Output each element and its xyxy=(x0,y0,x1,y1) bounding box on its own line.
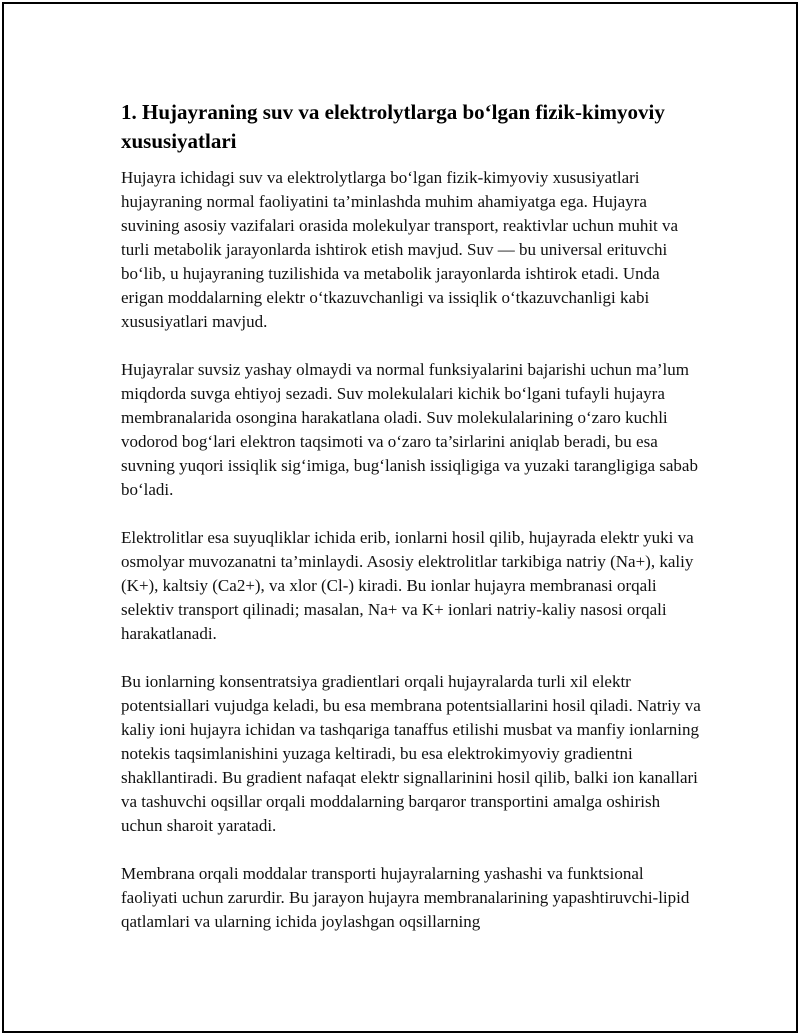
paragraph-3: Elektrolitlar esa suyuqliklar ichida erib, ionlarni hosil qilib, hujayrada elektr yuki va osmolyar muvozanatni ta’minlaydi. Asosiy elektrolitlar tarkibiga natriy (Na+), kaliy (K+), kaltsiy (Ca2+), va xlor (Cl-) kiradi. Bu ionlar hujayra membranasi orqali selektiv transport qilinadi; masalan, Na+ va K+ ionlari natriy-kaliy nasosi orqali harakatlanadi. xyxy=(121,528,694,643)
paragraph-1: Hujayra ichidagi suv va elektrolytlarga bo‘lgan fizik-kimyoviy xususiyatlari hujayraning normal faoliyatini ta’minlashda muhim ahamiyatga ega. Hujayra suvining asosiy vazifalari orasida molekulyar transport, reaktivlar uchun muhit va turli metabolik jarayonlarda ishtirok etish mavjud. Suv — bu universal erituvchi bo‘lib, u hujayraning tuzilishida va metabolik jarayonlarda ishtirok etadi. Unda erigan moddalarning elektr o‘tkazuvchanligi va issiqlik o‘tkazuvchanligi kabi xususiyatlari mavjud. xyxy=(121,168,679,331)
paragraph-4: Bu ionlarning konsentratsiya gradientlari orqali hujayralarda turli xil elektr potentsiallari vujudga keladi, bu esa membrana potentsiallarini hosil qiladi. Natriy va kaliy ioni hujayra ichidan va tashqariga tanaffus etilishi musbat va manfiy ionlarning notekis taqsimlanishini yuzaga keltiradi, bu esa elektrokimyoviy gradientni shakllantiradi. Bu gradient nafaqat elektr signallarinini hosil qilib, balki ion kanallari va tashuvchi oqsillar orqali moddalarning barqaror transportini amalga oshirish uchun sharoit yaratadi. xyxy=(121,672,701,835)
section-title: 1. Hujayraning suv va elektrolytlarga bo‘lgan fizik-kimyoviy xususiyatlari xyxy=(121,100,665,153)
paragraph-2: Hujayralar suvsiz yashay olmaydi va normal funksiyalarini bajarishi uchun ma’lum miqdorda suvga ehtiyoj sezadi. Suv molekulalari kichik bo‘lgani tufayli hujayra membranalarida osongina harakatlana oladi. Suv molekulalarining o‘zaro kuchli vodorod bog‘lari elektron taqsimoti va o‘zaro ta’sirlarini aniqlab beradi, bu esa suvning yuqori issiqlik sig‘imiga, bug‘lanish issiqligiga va yuzaki tarangligiga sabab bo‘ladi. xyxy=(121,360,698,499)
document-body xyxy=(121,98,701,958)
document-page xyxy=(2,2,798,1033)
paragraph-5: Membrana orqali moddalar transporti hujayralarning yashashi va funktsional faoliyati uchun zarurdir. Bu jarayon hujayra membranalarining yapashtiruvchi-lipid qatlamlari va ularning ichida joylashgan oqsillarning xyxy=(121,864,690,931)
